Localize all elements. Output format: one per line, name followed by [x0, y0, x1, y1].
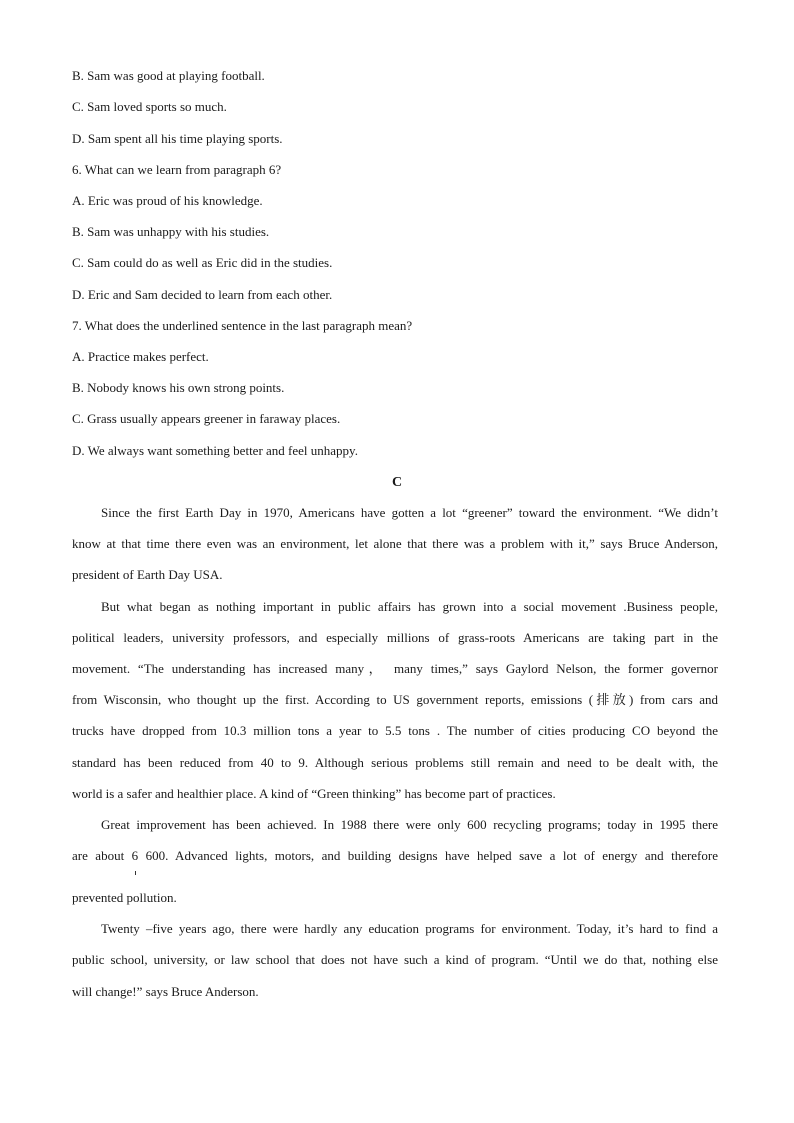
- option-6c: C. Sam could do as well as Eric did in the studies.: [72, 255, 333, 270]
- passage-line: Great improvement has been achieved. In 1988 there were only 600 recycling programs; today in 1995 there: [101, 817, 718, 832]
- passage-line: political leaders, university professors, and especially millions of grass-roots Americans are taking part in the: [72, 630, 718, 645]
- passage-line: world is a safer and healthier place. A kind of “Green thinking” has become part of practices.: [72, 786, 556, 801]
- passage-line: know at that time there even was an environment, let alone that there was a problem with it,” says Bruce Anderson,: [72, 536, 718, 551]
- section-heading: C: [391, 475, 403, 490]
- passage-line: movement. “The understanding has increased many， many times,” says Gaylord Nelson, the former governor: [72, 661, 718, 676]
- option-7b: B. Nobody knows his own strong points.: [72, 380, 285, 395]
- option-5c: C. Sam loved sports so much.: [72, 99, 227, 114]
- passage-line: public school, university, or law school that does not have such a kind of program. “Until we do that, nothing else: [72, 952, 718, 967]
- option-6b: B. Sam was unhappy with his studies.: [72, 224, 270, 239]
- passage-line: trucks have dropped from 10.3 million tons a year to 5.5 tons . The number of cities producing CO beyond the: [72, 723, 718, 738]
- option-5b: B. Sam was good at playing football.: [72, 68, 265, 83]
- passage-line: standard has been reduced from 40 to 9. Although serious problems still remain and need to be dealt with, the: [72, 755, 718, 770]
- passage-line: president of Earth Day USA.: [72, 567, 223, 582]
- passage-line: will change!” says Bruce Anderson.: [72, 984, 259, 999]
- passage-line: prevented pollution.: [72, 890, 177, 905]
- passage-line: Since the first Earth Day in 1970, Americans have gotten a lot “greener” toward the environment. “We didn’t: [101, 505, 718, 520]
- passage-line: But what began as nothing important in public affairs has grown into a social movement .Business people,: [101, 599, 718, 614]
- passage-line: from Wisconsin, who thought up the first. According to US government reports, emissions (排放) from cars and: [72, 692, 718, 707]
- passage-line: are about 6 600. Advanced lights, motors, and building designs have helped save a lot of energy and therefore: [72, 848, 718, 863]
- question-6: 6. What can we learn from paragraph 6?: [72, 162, 282, 177]
- option-7d: D. We always want something better and feel unhappy.: [72, 443, 358, 458]
- option-6a: A. Eric was proud of his knowledge.: [72, 193, 263, 208]
- option-6d: D. Eric and Sam decided to learn from each other.: [72, 287, 333, 302]
- question-7: 7. What does the underlined sentence in the last paragraph mean?: [72, 318, 413, 333]
- option-7a: A. Practice makes perfect.: [72, 349, 209, 364]
- option-7c: C. Grass usually appears greener in faraway places.: [72, 411, 341, 426]
- option-5d: D. Sam spent all his time playing sports.: [72, 131, 283, 146]
- stray-mark: [135, 871, 136, 875]
- passage-line: Twenty –five years ago, there were hardly any education programs for environment. Today, it’s hard to find a: [101, 921, 718, 936]
